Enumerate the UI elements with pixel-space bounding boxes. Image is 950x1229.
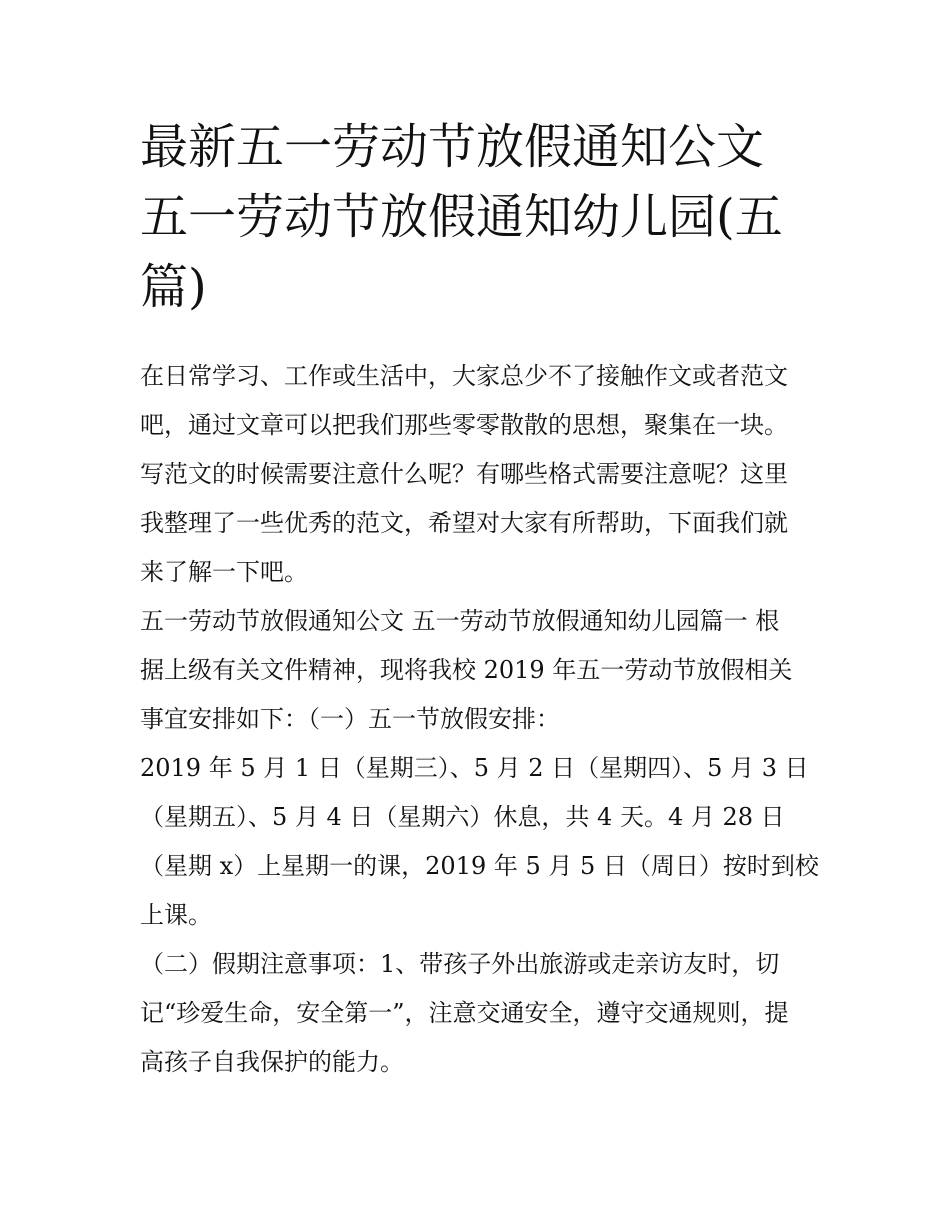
holiday-notes-paragraph bbox=[140, 940, 820, 1087]
title-line: 篇) bbox=[140, 259, 207, 315]
text-line: 来了解一下吧。 bbox=[140, 558, 308, 586]
schedule-paragraph bbox=[140, 744, 820, 940]
text-line: 高孩子自我保护的能力。 bbox=[140, 1048, 404, 1076]
text-line: （星期 x）上星期一的课，2019 年 5 月 5 日（周日）按时到校 bbox=[140, 852, 819, 880]
text-line: （二）假期注意事项：1、带孩子外出旅游或走亲访友时，切 bbox=[140, 950, 780, 978]
document-title bbox=[140, 112, 820, 322]
text-line: 据上级有关文件精神，现将我校 2019 年五一劳动节放假相关 bbox=[140, 656, 793, 684]
text-line: 记“珍爱生命，安全第一”，注意交通安全，遵守交通规则，提 bbox=[140, 999, 789, 1027]
text-line: 事宜安排如下：（一）五一节放假安排： bbox=[140, 705, 560, 733]
text-line: 我整理了一些优秀的范文，希望对大家有所帮助，下面我们就 bbox=[140, 509, 788, 537]
document-body bbox=[140, 112, 820, 1087]
text-line: 上课。 bbox=[140, 901, 212, 929]
intro-paragraph bbox=[140, 352, 820, 597]
title-line: 最新五一劳动节放假通知公文 bbox=[140, 119, 765, 175]
text-line: 五一劳动节放假通知公文 五一劳动节放假通知幼儿园篇一 根 bbox=[140, 607, 780, 635]
text-line: 2019 年 5 月 1 日（星期三）、5 月 2 日（星期四）、5 月 3 日 bbox=[140, 754, 809, 782]
text-line: 写范文的时候需要注意什么呢？有哪些格式需要注意呢？这里 bbox=[140, 460, 788, 488]
title-line: 五一劳动节放假通知幼儿园(五 bbox=[140, 189, 783, 245]
text-line: 吧，通过文章可以把我们那些零零散散的思想，聚集在一块。 bbox=[140, 411, 788, 439]
text-line: 在日常学习、工作或生活中，大家总少不了接触作文或者范文 bbox=[140, 362, 788, 390]
text-line: （星期五）、5 月 4 日（星期六）休息，共 4 天。4 月 28 日 bbox=[140, 803, 785, 831]
notice-intro-paragraph bbox=[140, 597, 820, 744]
